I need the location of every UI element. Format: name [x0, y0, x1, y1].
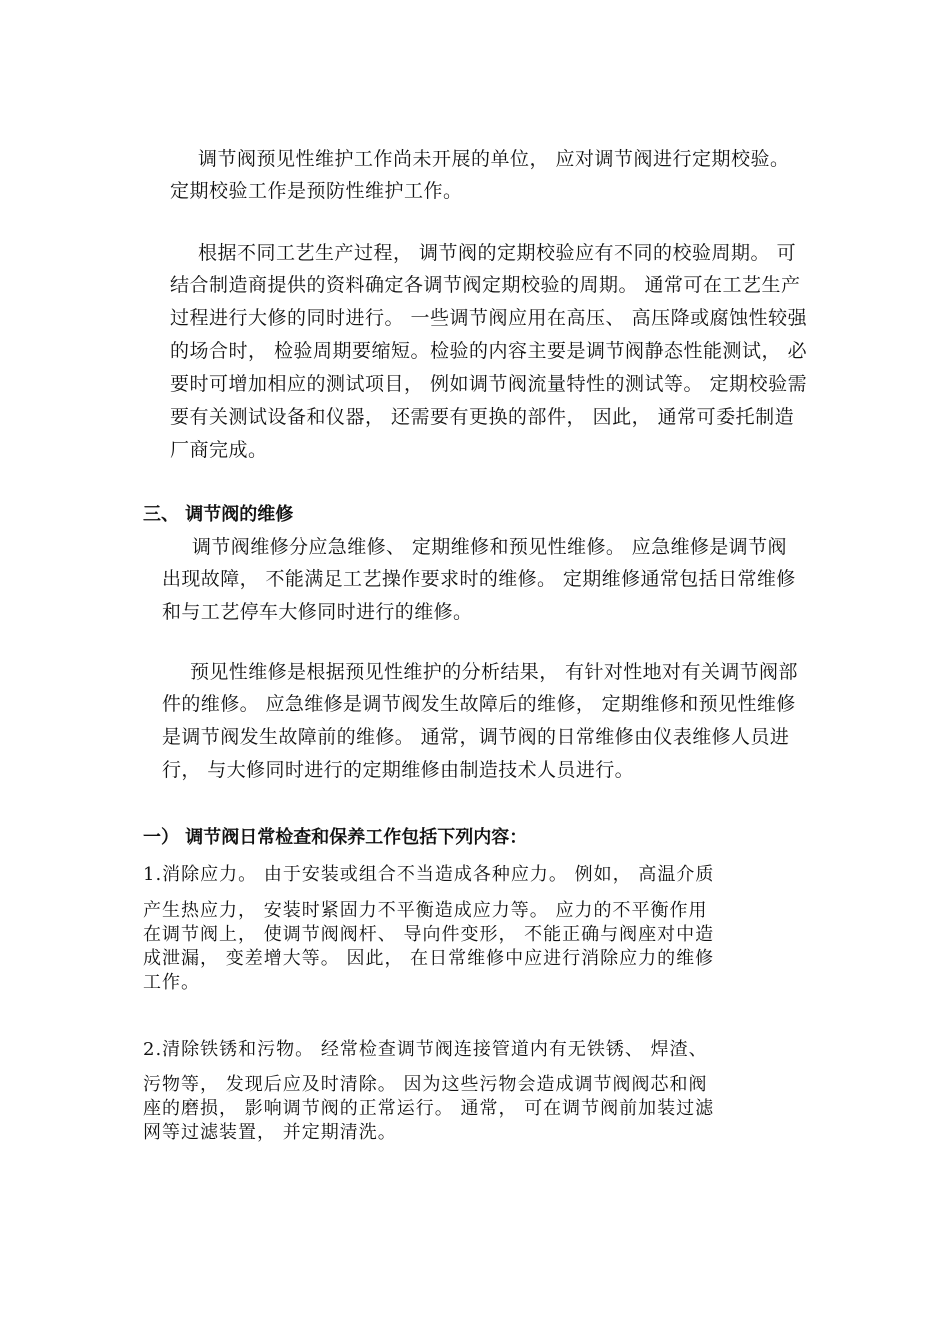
text-line: 要有关测试设备和仪器， 还需要有更换的部件， 因此， 通常可委托制造	[170, 406, 795, 428]
text-line: 定期校验工作是预防性维护工作。	[170, 180, 463, 202]
text-line: 厂商完成。	[170, 439, 268, 461]
text-line: 网等过滤装置， 并定期清洗。	[143, 1122, 397, 1143]
text-line: 调节阀预见性维护工作尚未开展的单位， 应对调节阀进行定期校验。	[198, 148, 790, 170]
text-line: 产生热应力， 安装时紧固力不平衡造成应力等。 应力的不平衡作用	[143, 900, 708, 921]
text-line: 要时可增加相应的测试项目， 例如调节阀流量特性的测试等。 定期校验需	[170, 373, 808, 395]
text-line: 行， 与大修同时进行的定期维修由制造技术人员进行。	[162, 759, 635, 781]
text-line: 的场合时， 检验周期要缩短。检验的内容主要是调节阀静态性能测试， 必	[170, 340, 808, 362]
text-line: 座的磨损， 影响调节阀的正常运行。 通常， 可在调节阀前加装过滤	[143, 1098, 715, 1119]
text-line: 和与工艺停车大修同时进行的维修。	[162, 601, 473, 623]
section-heading-maintenance: 三、 调节阀的维修	[143, 504, 294, 525]
text-line: 成泄漏， 变差增大等。 因此， 在日常维修中应进行消除应力的维修	[143, 948, 715, 969]
text-line: 件的维修。 应急维修是调节阀发生故障后的维修， 定期维修和预见性维修	[162, 693, 796, 715]
text-line: 工作。	[143, 972, 200, 993]
subsection-heading-daily-inspection: 一） 调节阀日常检查和保养工作包括下列内容：	[143, 827, 528, 848]
list-item-title-line: 1.消除应力。 由于安装或组合不当造成各种应力。 例如， 高温介质	[143, 864, 715, 885]
text-line: 在调节阀上， 使调节阀阀杆、 导向件变形， 不能正确与阀座对中造	[143, 924, 715, 945]
list-item-title-line: 2.清除铁锈和污物。 经常检查调节阀连接管道内有无铁锈、 焊渣、	[143, 1039, 708, 1060]
text-line: 过程进行大修的同时进行。 一些调节阀应用在高压、 高压降或腐蚀性较强	[170, 307, 808, 329]
text-line: 污物等， 发现后应及时清除。 因为这些污物会造成调节阀阀芯和阀	[143, 1074, 708, 1095]
text-line: 是调节阀发生故障前的维修。 通常，调节阀的日常维修由仪表维修人员进	[162, 726, 790, 748]
text-line: 预见性维修是根据预见性维护的分析结果， 有针对性地对有关调节阀部	[190, 661, 798, 683]
text-line: 结合制造商提供的资料确定各调节阀定期校验的周期。 通常可在工艺生产	[170, 274, 801, 296]
text-line: 调节阀维修分应急维修、 定期维修和预见性维修。 应急维修是调节阀	[192, 536, 787, 558]
text-line: 根据不同工艺生产过程， 调节阀的定期校验应有不同的校验周期。 可	[198, 242, 797, 264]
text-line: 出现故障， 不能满足工艺操作要求时的维修。 定期维修通常包括日常维修	[162, 568, 796, 590]
